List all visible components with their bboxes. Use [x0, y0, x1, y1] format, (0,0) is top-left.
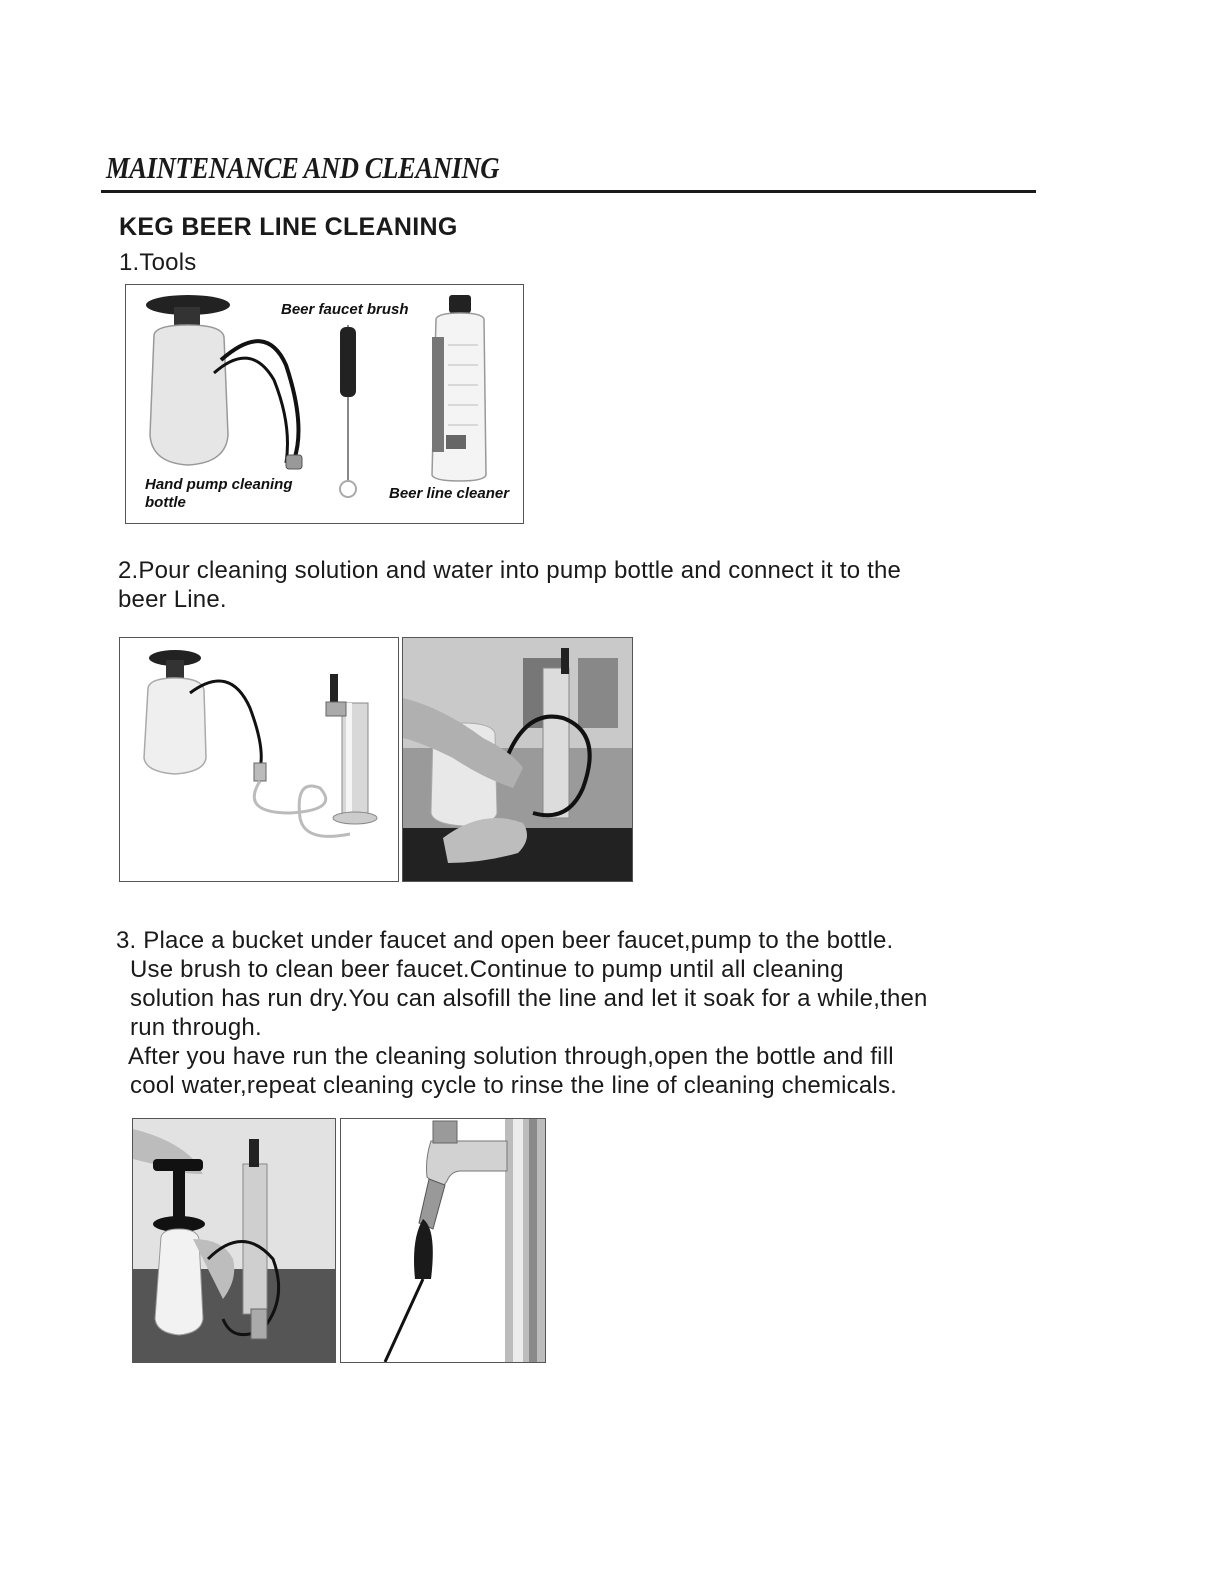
hand-pumping-illustration: [133, 1119, 335, 1362]
step3-text-line2: Use brush to clean beer faucet.Continue to pump until all cleaning: [130, 956, 844, 983]
faucet-brush-icon: [340, 325, 356, 497]
step3-text-line4: run through.: [130, 1014, 262, 1041]
caption-faucet-brush: Beer faucet brush: [281, 301, 409, 318]
step3-text-line1: 3. Place a bucket under faucet and open beer faucet,pump to the bottle.: [116, 927, 894, 954]
caption-pump-bottle-line2: bottle: [145, 494, 186, 511]
hands-connecting-line-illustration: [403, 638, 632, 881]
step3-text-line5: After you have run the cleaning solution through,open the bottle and fill: [128, 1043, 894, 1070]
step2-text-line2: beer Line.: [118, 586, 227, 613]
step3-text-line6: cool water,repeat cleaning cycle to rinse the line of cleaning chemicals.: [130, 1072, 898, 1099]
tools-figure: [125, 284, 524, 524]
pump-bottle-icon: [146, 295, 302, 469]
page-heading: MAINTENANCE AND CLEANING: [106, 150, 500, 185]
pump-connection-photo: [119, 637, 399, 882]
heading-rule: [101, 190, 1036, 193]
caption-line-cleaner: Beer line cleaner: [389, 485, 510, 502]
step2-text-line1: 2.Pour cleaning solution and water into pump bottle and connect it to the: [118, 557, 902, 584]
pump-and-tower-illustration: [120, 638, 398, 881]
pumping-photo: [132, 1118, 336, 1363]
cleaner-bottle-icon: [432, 295, 486, 481]
step1-label: 1.Tools: [119, 249, 197, 276]
brush-faucet-photo: [340, 1118, 546, 1363]
connect-line-photo: [402, 637, 633, 882]
brushing-faucet-illustration: [341, 1119, 545, 1362]
caption-pump-bottle-line1: Hand pump cleaning: [145, 476, 293, 493]
section-title: KEG BEER LINE CLEANING: [119, 213, 458, 241]
step3-text-line3: solution has run dry.You can alsofill the line and let it soak for a while,then: [130, 985, 928, 1012]
